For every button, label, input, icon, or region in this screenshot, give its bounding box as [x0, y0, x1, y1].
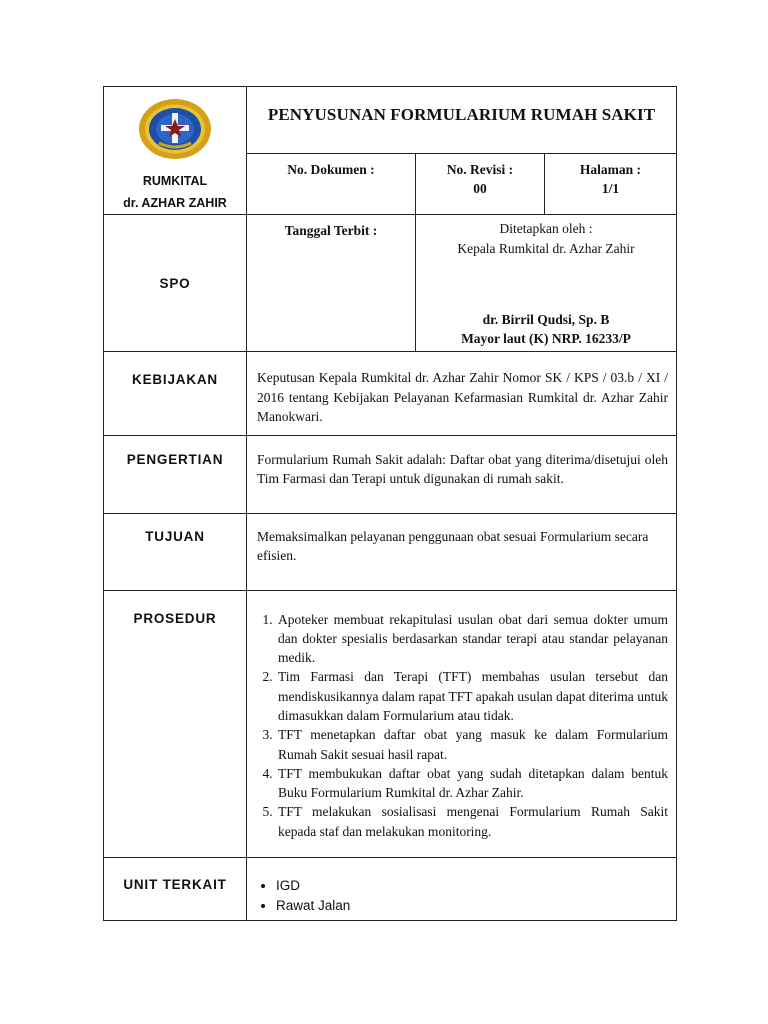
no-dokumen-cell — [247, 153, 416, 214]
prosedur-step: 4. TFT membukukan daftar obat yang sudah ditetapkan dalam bentuk Buku Formularium Rumkital dr. Azhar Zahir. — [276, 764, 668, 803]
kebijakan-label: KEBIJAKAN — [104, 352, 247, 436]
prosedur-cell — [247, 590, 677, 857]
signatory-name: dr. Birril Qudsi, Sp. B — [482, 312, 610, 327]
tanggal-terbit-cell — [247, 215, 416, 352]
no-revisi-cell — [416, 153, 545, 214]
spo-label: SPO — [104, 215, 247, 352]
prosedur-step: 1. Apoteker membuat rekapitulasi usulan obat dari semua dokter umum dan dokter spesialis berdasarkan standar terapi atau standar pelayanan medik. — [276, 610, 668, 668]
tujuan-label: TUJUAN — [104, 513, 247, 590]
prosedur-step: 2. Tim Farmasi dan Terapi (TFT) membahas usulan tersebut dan mendiskusikannya dalam rapat TFT apakah usulan dapat diterima untuk dimasukkan dalam Formularium atau tidak. — [276, 667, 668, 725]
prosedur-list — [257, 610, 668, 842]
ditetapkan-by: Kepala Rumkital dr. Azhar Zahir — [457, 241, 635, 256]
ditetapkan-label: Ditetapkan oleh : — [499, 221, 593, 236]
tanggal-terbit-label: Tanggal Terbit : — [284, 223, 378, 238]
no-revisi-value: 00 — [473, 180, 487, 196]
spo-table — [103, 86, 677, 921]
unit-terkait-list — [257, 876, 668, 916]
navy-hospital-emblem-icon — [137, 97, 213, 161]
unit-terkait-label: UNIT TERKAIT — [104, 857, 247, 920]
halaman-value: 1/1 — [601, 180, 620, 196]
unit-item: • IGD — [276, 876, 668, 896]
signatory-rank: Mayor laut (K) NRP. 16233/P — [461, 331, 631, 346]
unit-terkait-cell — [247, 857, 677, 920]
pengertian-text: Formularium Rumah Sakit adalah: Daftar obat yang diterima/disetujui oleh Tim Farmasi dan Terapi untuk digunakan di rumah sakit. — [247, 435, 677, 513]
ditetapkan-cell — [416, 215, 677, 352]
pengertian-label: PENGERTIAN — [104, 435, 247, 513]
document-title: PENYUSUNAN FORMULARIUM RUMAH SAKIT — [247, 87, 677, 154]
kebijakan-text: Keputusan Kepala Rumkital dr. Azhar Zahir Nomor SK / KPS / 03.b / XI / 2016 tentang Kebijakan Pelayanan Kefarmasian Rumkital dr. Azhar Zahir Manokwari. — [247, 352, 677, 436]
hospital-name-line2: dr. AZHAR ZAHIR — [123, 196, 227, 210]
halaman-label: Halaman : — [579, 161, 642, 177]
no-revisi-label: No. Revisi : — [446, 161, 514, 177]
prosedur-step: 3. TFT menetapkan daftar obat yang masuk ke dalam Formularium Rumah Sakit sesuai hasil rapat. — [276, 725, 668, 764]
tujuan-text: Memaksimalkan pelayanan penggunaan obat sesuai Formularium secara efisien. — [247, 513, 677, 590]
hospital-identity-cell — [104, 87, 247, 215]
prosedur-step: 5. TFT melakukan sosialisasi mengenai Formularium Rumah Sakit kepada staf dan melakukan monitoring. — [276, 802, 668, 841]
no-dokumen-label: No. Dokumen : — [287, 161, 375, 177]
hospital-name-line1: RUMKITAL — [142, 174, 208, 188]
unit-item: • Rawat Jalan — [276, 896, 668, 916]
spo-document — [103, 86, 676, 913]
prosedur-label: PROSEDUR — [104, 590, 247, 857]
halaman-cell — [545, 153, 677, 214]
